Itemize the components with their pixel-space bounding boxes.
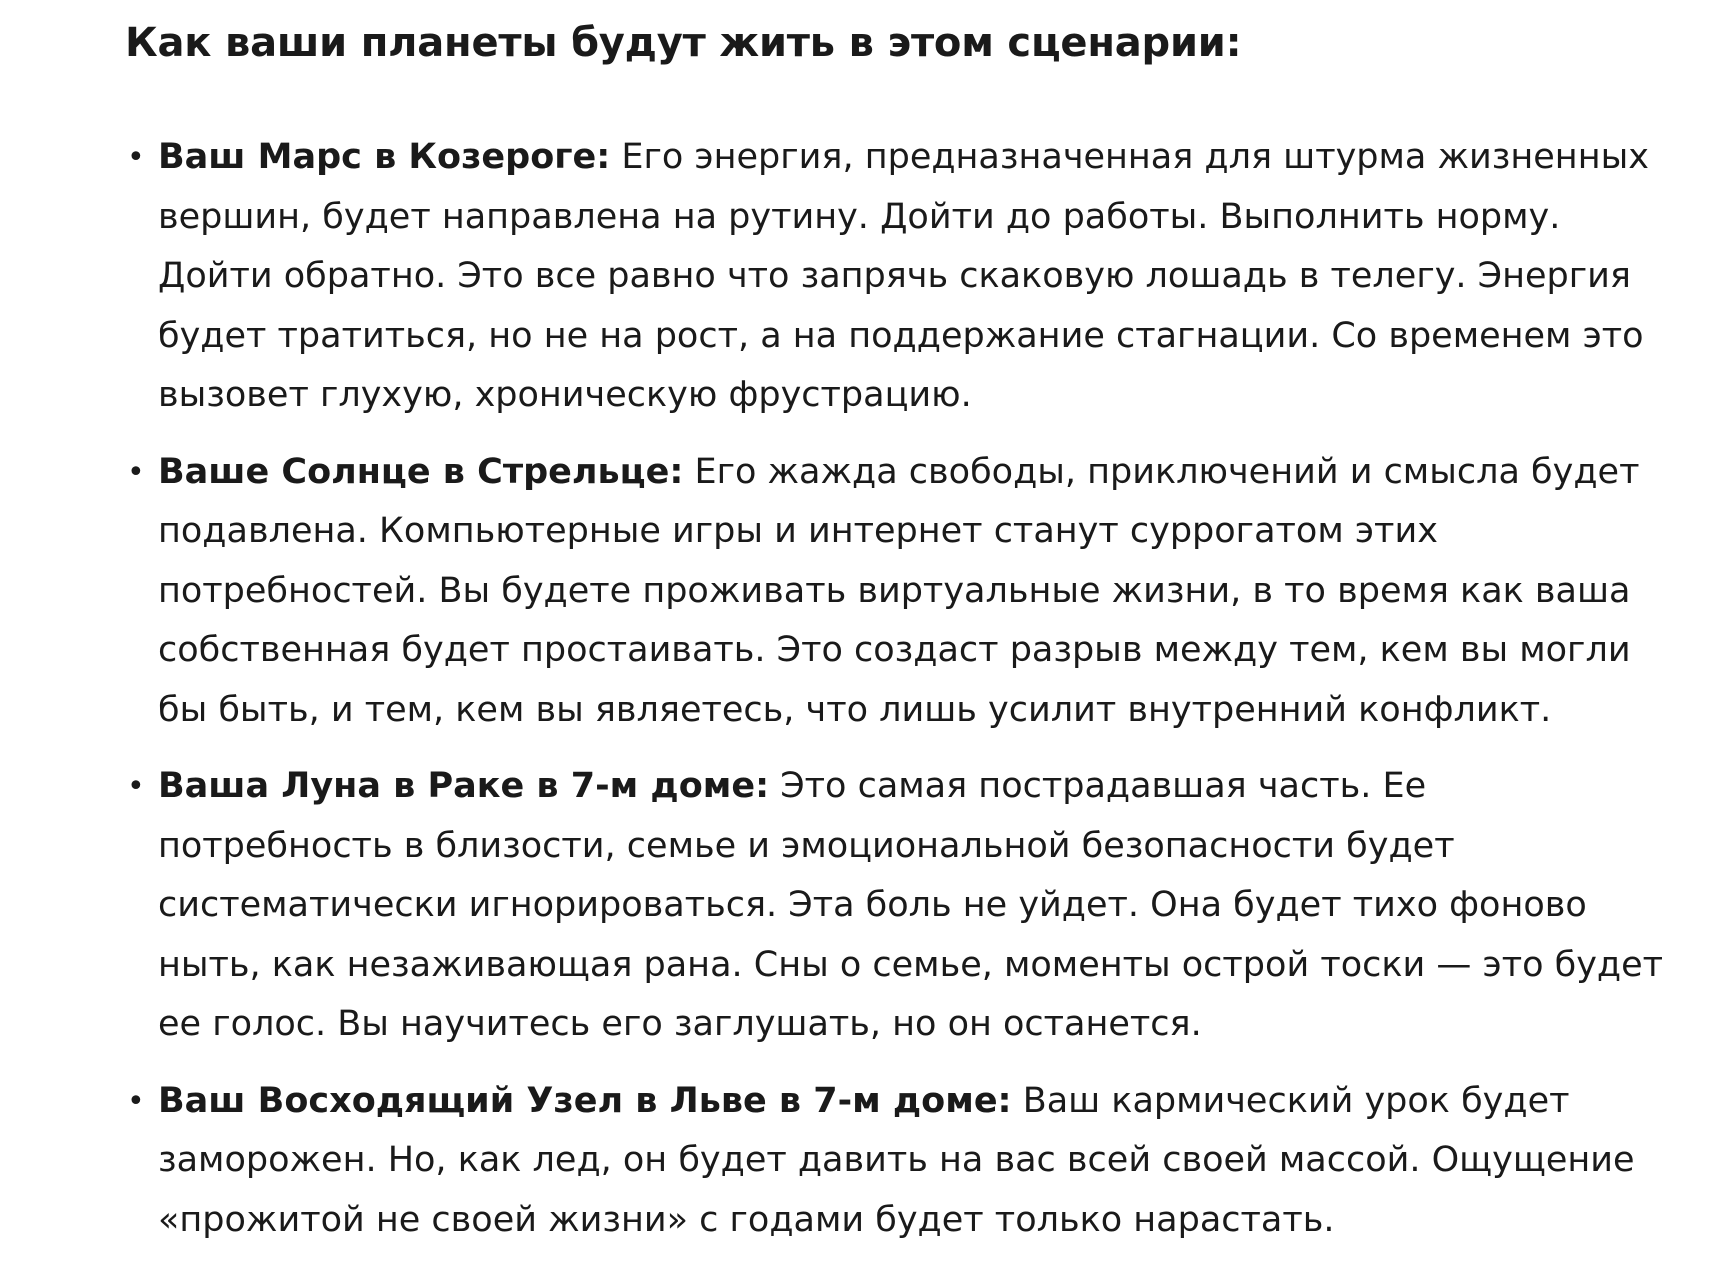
item-text: Это самая пострадавшая часть. Ее потребность в близости, семье и эмоциональной безопасности будет систематически игнорироваться. Эта боль не уйдет. Она будет тихо фоново ныть, как незаживающая рана. Сны о семье, моменты острой тоски — это будет ее голос. Вы научитесь его заглушать, но он останется. (158, 766, 1664, 1044)
list-item-sun (125, 443, 1668, 741)
article-content (125, 0, 1685, 1267)
item-label: Ваш Восходящий Узел в Льве в 7-м доме: (158, 1080, 1012, 1121)
section-heading: Как ваши планеты будут жить в этом сценарии: (125, 20, 1242, 66)
bullet-icon: • (127, 1083, 145, 1119)
bullet-icon: • (127, 140, 145, 175)
item-label: Ваше Солнце в Стрельце: (158, 451, 684, 492)
list-item-node (125, 1072, 1668, 1251)
bullet-icon: • (127, 454, 145, 490)
list-item-mars (125, 128, 1668, 426)
planet-list (125, 128, 1685, 1250)
list-item-moon (125, 757, 1668, 1055)
item-text: Ваш кармический урок будет заморожен. Но, как лед, он будет давить на вас всей своей массой. Ощущение «прожитой не своей жизни» с годами будет только нарастать. (158, 1080, 1635, 1240)
item-text: Его энергия, предназначенная для штурма жизненных вершин, будет направлена на рутину. Дойти до работы. Выполнить норму. Дойти обратно. Это все равно что запрячь скаковую лошадь в телегу. Энергия будет тратиться, но не на рост, а на поддержание стагнации. Со временем это вызовет глухую, хроническую фрустрацию. (158, 137, 1649, 415)
item-label: Ваша Луна в Раке в 7-м доме: (158, 766, 770, 806)
item-text: Его жажда свободы, приключений и смысла будет подавлена. Компьютерные игры и интернет станут суррогатом этих потребностей. Вы будете проживать виртуальные жизни, в то время как ваша собственная будет простаивать. Это создаст разрыв между тем, кем вы могли бы быть, и тем, кем вы являетесь, что лишь усилит внутренний конфликт. (158, 451, 1640, 730)
item-label: Ваш Марс в Козероге: (158, 137, 611, 177)
bullet-icon: • (127, 769, 145, 804)
